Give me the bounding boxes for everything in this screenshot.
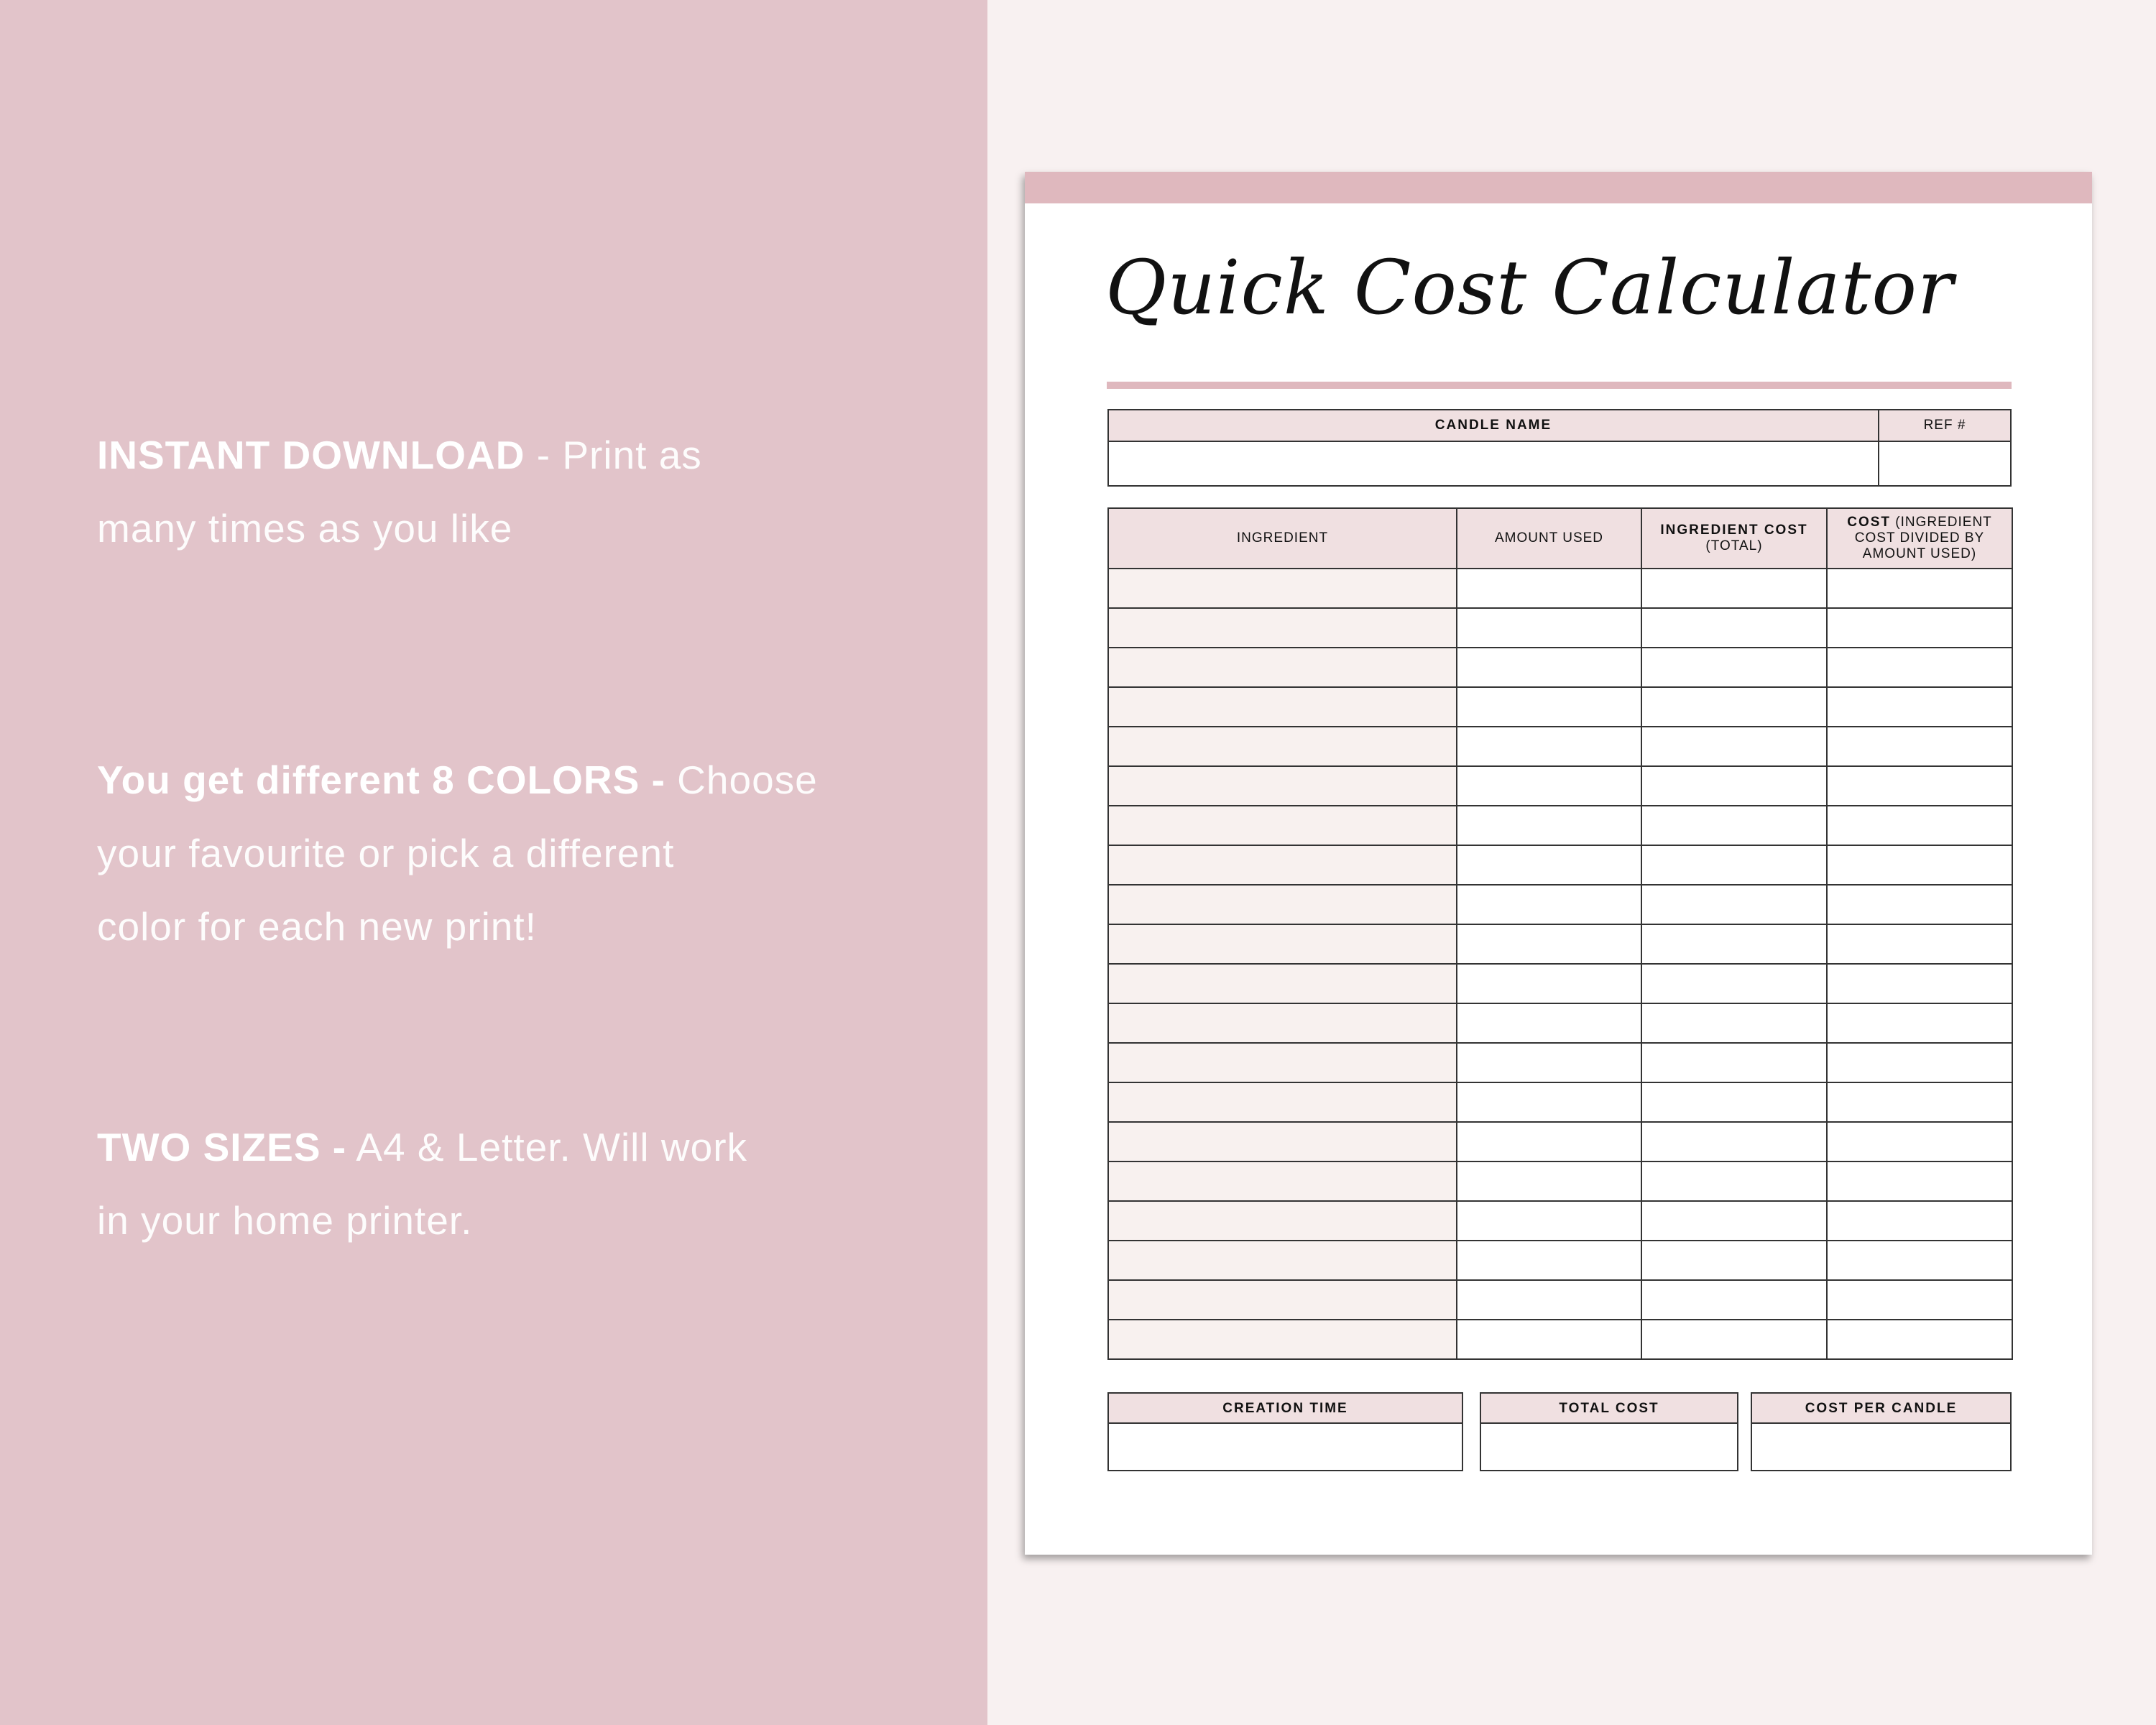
cost-cell[interactable]	[1827, 1043, 2012, 1082]
amount-used-cell[interactable]	[1457, 1201, 1641, 1241]
table-row	[1108, 924, 2012, 964]
ingredient-cost-cell[interactable]	[1641, 806, 1827, 845]
ingredient-table	[1107, 507, 2013, 1360]
sheet-title: Quick Cost Calculator	[1105, 244, 1954, 331]
feature-sizes	[97, 1110, 945, 1257]
table-row	[1108, 885, 2012, 924]
ingredient-cell[interactable]	[1108, 885, 1457, 924]
amount-used-cell[interactable]	[1457, 687, 1641, 727]
amount-used-cell[interactable]	[1457, 727, 1641, 766]
cost-cell[interactable]	[1827, 569, 2012, 608]
amount-used-cell[interactable]	[1457, 806, 1641, 845]
ingredient-cost-column-header	[1641, 508, 1827, 569]
cost-cell[interactable]	[1827, 845, 2012, 885]
cost-cell[interactable]	[1827, 727, 2012, 766]
ingredient-cell[interactable]	[1108, 727, 1457, 766]
table-row	[1108, 1201, 2012, 1241]
cost-per-candle-box	[1751, 1392, 2012, 1471]
cost-cell[interactable]	[1827, 766, 2012, 806]
ingredient-cell[interactable]	[1108, 1043, 1457, 1082]
table-row	[1108, 1162, 2012, 1201]
ingredient-cost-cell[interactable]	[1641, 1043, 1827, 1082]
ingredient-cost-cell[interactable]	[1641, 608, 1827, 648]
ingredient-table-body	[1108, 569, 2012, 1359]
table-row	[1108, 687, 2012, 727]
ingredient-cost-cell[interactable]	[1641, 1201, 1827, 1241]
amount-used-cell[interactable]	[1457, 569, 1641, 608]
ingredient-cost-cell[interactable]	[1641, 569, 1827, 608]
ingredient-cell[interactable]	[1108, 1201, 1457, 1241]
ingredient-cell[interactable]	[1108, 1003, 1457, 1043]
ingredient-cost-cell[interactable]	[1641, 1082, 1827, 1122]
ingredient-cell[interactable]	[1108, 1082, 1457, 1122]
feature-text: many times as you like	[97, 506, 513, 551]
table-row	[1108, 845, 2012, 885]
total-cost-box	[1480, 1392, 1738, 1471]
feature-text: in your home printer.	[97, 1198, 473, 1243]
ingredient-cost-cell[interactable]	[1641, 1280, 1827, 1320]
ingredient-cost-cell[interactable]	[1641, 1003, 1827, 1043]
feature-instant-download	[97, 418, 945, 565]
ref-field[interactable]	[1881, 442, 2010, 485]
ingredient-cell[interactable]	[1108, 1280, 1457, 1320]
amount-used-column-header: AMOUNT USED	[1457, 508, 1641, 569]
candle-name-field[interactable]	[1109, 442, 1879, 485]
ingredient-cost-cell[interactable]	[1641, 648, 1827, 687]
feature-text: Choose	[665, 758, 818, 802]
amount-used-cell[interactable]	[1457, 1280, 1641, 1320]
ingredient-cell[interactable]	[1108, 845, 1457, 885]
ingredient-cell[interactable]	[1108, 1241, 1457, 1280]
ingredient-cost-cell[interactable]	[1641, 766, 1827, 806]
table-row	[1108, 964, 2012, 1003]
amount-used-cell[interactable]	[1457, 608, 1641, 648]
cost-cell[interactable]	[1827, 648, 2012, 687]
amount-used-cell[interactable]	[1457, 1162, 1641, 1201]
ingredient-table-header	[1108, 508, 2012, 569]
table-row	[1108, 1003, 2012, 1043]
cost-cell[interactable]	[1827, 806, 2012, 845]
table-row	[1108, 806, 2012, 845]
table-row	[1108, 766, 2012, 806]
cost-cell[interactable]	[1827, 1201, 2012, 1241]
amount-used-cell[interactable]	[1457, 1241, 1641, 1280]
cost-cell[interactable]	[1827, 1320, 2012, 1359]
ingredient-cell[interactable]	[1108, 964, 1457, 1003]
candle-info-header	[1109, 410, 2010, 442]
creation-time-box	[1107, 1392, 1463, 1471]
ingredient-cost-sublabel: (TOTAL)	[1705, 538, 1763, 553]
candle-info-table	[1107, 409, 2012, 487]
ingredient-cost-cell[interactable]	[1641, 727, 1827, 766]
amount-used-cell[interactable]	[1457, 964, 1641, 1003]
amount-used-cell[interactable]	[1457, 1003, 1641, 1043]
ingredient-cost-cell[interactable]	[1641, 1241, 1827, 1280]
cost-per-candle-label: COST PER CANDLE	[1752, 1394, 2010, 1424]
ingredient-cell[interactable]	[1108, 924, 1457, 964]
ingredient-cell[interactable]	[1108, 608, 1457, 648]
ingredient-cost-cell[interactable]	[1641, 1122, 1827, 1162]
cost-cell[interactable]	[1827, 608, 2012, 648]
ingredient-cell[interactable]	[1108, 766, 1457, 806]
table-row	[1108, 1320, 2012, 1359]
feature-colors	[97, 743, 945, 963]
feature-text: A4 & Letter. Will work	[346, 1125, 748, 1169]
table-row	[1108, 1043, 2012, 1082]
cost-cell[interactable]	[1827, 1280, 2012, 1320]
cost-cell[interactable]	[1827, 687, 2012, 727]
cost-cell[interactable]	[1827, 1082, 2012, 1122]
amount-used-cell[interactable]	[1457, 845, 1641, 885]
amount-used-cell[interactable]	[1457, 924, 1641, 964]
ingredient-cell[interactable]	[1108, 1122, 1457, 1162]
ingredient-column-header: INGREDIENT	[1108, 508, 1457, 569]
ref-label: REF #	[1879, 410, 2010, 441]
amount-used-cell[interactable]	[1457, 766, 1641, 806]
feature-heading: INSTANT DOWNLOAD	[97, 433, 525, 477]
cost-cell[interactable]	[1827, 1122, 2012, 1162]
cost-cell[interactable]	[1827, 1003, 2012, 1043]
table-row	[1108, 569, 2012, 608]
cost-cell[interactable]	[1827, 885, 2012, 924]
feature-text: your favourite or pick a different	[97, 831, 675, 875]
creation-time-field[interactable]	[1109, 1424, 1462, 1470]
amount-used-cell[interactable]	[1457, 1320, 1641, 1359]
ingredient-cost-cell[interactable]	[1641, 687, 1827, 727]
cost-per-candle-field[interactable]	[1752, 1424, 2010, 1470]
amount-used-cell[interactable]	[1457, 648, 1641, 687]
feature-heading: You get different 8 COLORS -	[97, 758, 665, 802]
table-row	[1108, 1122, 2012, 1162]
cost-cell[interactable]	[1827, 1162, 2012, 1201]
ingredient-cost-cell[interactable]	[1641, 1162, 1827, 1201]
ingredient-cost-label: INGREDIENT COST	[1660, 523, 1808, 538]
table-row	[1108, 1280, 2012, 1320]
table-row	[1108, 1241, 2012, 1280]
ingredient-cost-cell[interactable]	[1641, 885, 1827, 924]
candle-name-label: CANDLE NAME	[1109, 410, 1879, 441]
left-panel	[0, 0, 987, 1725]
table-row	[1108, 727, 2012, 766]
table-row	[1108, 1082, 2012, 1122]
cost-label: COST	[1847, 515, 1891, 530]
ingredient-cell[interactable]	[1108, 1162, 1457, 1201]
ingredient-cell[interactable]	[1108, 806, 1457, 845]
ingredient-cell[interactable]	[1108, 648, 1457, 687]
ingredient-cost-cell[interactable]	[1641, 1320, 1827, 1359]
ingredient-cell[interactable]	[1108, 687, 1457, 727]
cost-cell[interactable]	[1827, 924, 2012, 964]
cost-column-header	[1827, 508, 2012, 569]
cost-cell[interactable]	[1827, 1241, 2012, 1280]
printable-sheet	[1025, 172, 2092, 1555]
feature-text: - Print as	[525, 433, 702, 477]
cost-sublabel: (INGREDIENT COST DIVIDED BY AMOUNT USED)	[1854, 515, 1992, 561]
sheet-top-band	[1025, 172, 2092, 203]
ingredient-cell[interactable]	[1108, 1320, 1457, 1359]
total-cost-field[interactable]	[1481, 1424, 1737, 1470]
amount-used-cell[interactable]	[1457, 1043, 1641, 1082]
table-row	[1108, 608, 2012, 648]
ingredient-cost-cell[interactable]	[1641, 924, 1827, 964]
feature-text: color for each new print!	[97, 904, 537, 949]
cost-cell[interactable]	[1827, 964, 2012, 1003]
table-row	[1108, 648, 2012, 687]
ingredient-cell[interactable]	[1108, 569, 1457, 608]
amount-used-cell[interactable]	[1457, 885, 1641, 924]
ingredient-cost-cell[interactable]	[1641, 964, 1827, 1003]
amount-used-cell[interactable]	[1457, 1122, 1641, 1162]
title-divider	[1107, 382, 2012, 389]
creation-time-label: CREATION TIME	[1109, 1394, 1462, 1424]
amount-used-cell[interactable]	[1457, 1082, 1641, 1122]
feature-heading: TWO SIZES -	[97, 1125, 347, 1169]
ingredient-cost-cell[interactable]	[1641, 845, 1827, 885]
total-cost-label: TOTAL COST	[1481, 1394, 1737, 1424]
